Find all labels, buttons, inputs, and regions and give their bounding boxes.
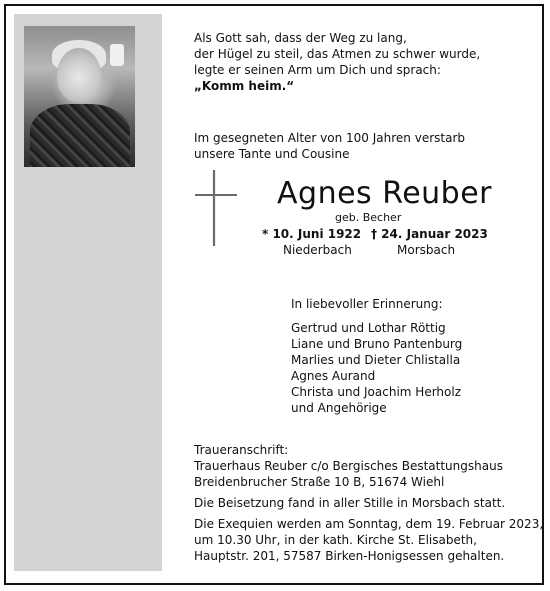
- death-place: Morsbach: [397, 243, 456, 257]
- poem-line: der Hügel zu steil, das Atmen zu schwer wurde,: [194, 47, 481, 61]
- mourner-name: und Angehörige: [291, 401, 387, 415]
- poem-line-bold: „Komm heim.“: [194, 79, 295, 93]
- birth-date: * 10. Juni 1922: [262, 227, 362, 241]
- mourner-name: Marlies und Dieter Chlistalla: [291, 353, 461, 367]
- address-label: Traueranschrift:: [194, 443, 289, 457]
- footer-info: [194, 442, 543, 564]
- intro-text: [194, 130, 465, 162]
- maiden-name: geb. Becher: [335, 211, 402, 224]
- service-line: Die Exequien werden am Sonntag, dem 19. Februar 2023,: [194, 517, 544, 531]
- poem-line: legte er seinen Arm um Dich und sprach:: [194, 63, 441, 77]
- portrait-photo: [24, 26, 135, 167]
- deceased-name: Agnes Reuber: [277, 176, 493, 211]
- portrait-face: [57, 48, 101, 102]
- mourner-name: Liane und Bruno Pantenburg: [291, 337, 463, 351]
- burial-note: Die Beisetzung fand in aller Stille in Morsbach statt.: [194, 496, 506, 510]
- birth-place: Niederbach: [283, 243, 352, 257]
- mourners-list: [291, 296, 462, 416]
- poem: [194, 30, 480, 94]
- address-line: Trauerhaus Reuber c/o Bergisches Bestattungshaus: [194, 459, 503, 473]
- death-date: † 24. Januar 2023: [371, 227, 488, 241]
- service-line: um 10.30 Uhr, in der kath. Kirche St. Elisabeth,: [194, 533, 477, 547]
- mourners-heading: In liebevoller Erinnerung:: [291, 297, 443, 311]
- portrait-body: [30, 104, 130, 167]
- portrait-background-lamp: [110, 44, 124, 66]
- address-line: Breidenbrucher Straße 10 B, 51674 Wiehl: [194, 475, 445, 489]
- mourner-name: Christa und Joachim Herholz: [291, 385, 462, 399]
- mourner-name: Agnes Aurand: [291, 369, 376, 383]
- service-line: Hauptstr. 201, 57587 Birken-Honigsessen gehalten.: [194, 549, 505, 563]
- poem-line: Als Gott sah, dass der Weg zu lang,: [194, 31, 407, 45]
- intro-line: Im gesegneten Alter von 100 Jahren verstarb: [194, 131, 466, 145]
- mourner-name: Gertrud und Lothar Röttig: [291, 321, 446, 335]
- cross-icon: [194, 168, 238, 248]
- intro-line: unsere Tante und Cousine: [194, 147, 350, 161]
